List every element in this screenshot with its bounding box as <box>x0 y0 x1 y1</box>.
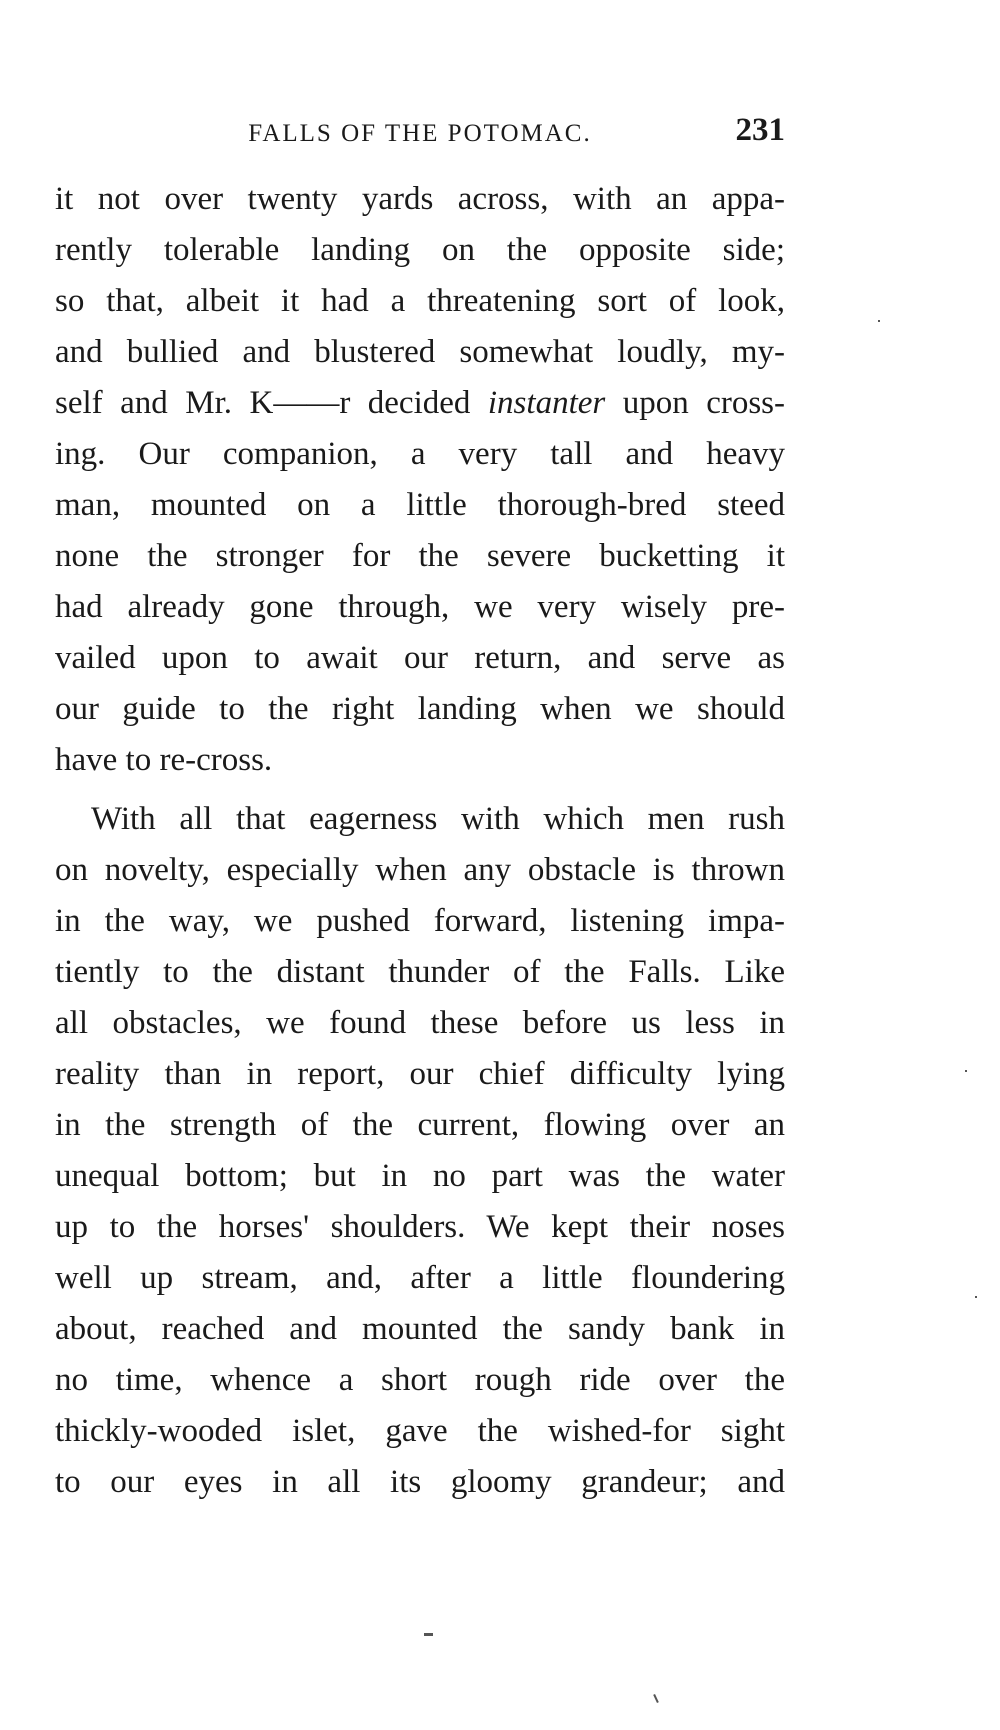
italic-word: instanter <box>487 385 606 421</box>
text-line: it not over twenty yards across, with an appa- <box>55 181 785 217</box>
text-line: no time, whence a short rough ride over the <box>55 1362 785 1398</box>
print-speck <box>878 320 880 322</box>
text-line: on novelty, especially when any obstacle is thrown <box>55 852 785 888</box>
print-speck <box>424 1633 433 1636</box>
paragraph <box>55 174 785 786</box>
text-line: to our eyes in all its gloomy grandeur; and <box>55 1464 785 1500</box>
text-line: in the strength of the current, flowing over an <box>55 1107 785 1143</box>
text-line: reality than in report, our chief difficulty lying <box>55 1056 785 1092</box>
text-line: about, reached and mounted the sandy bank in <box>55 1311 785 1347</box>
print-speck <box>975 1296 977 1298</box>
text-line: have to re-cross. <box>55 742 273 778</box>
text-line: all obstacles, we found these before us less in <box>55 1005 785 1041</box>
text-line: vailed upon to await our return, and serve as <box>55 640 785 676</box>
text-line: ing. Our companion, a very tall and heavy <box>55 436 785 472</box>
paragraph <box>55 794 785 1508</box>
page-number: 231 <box>735 112 785 148</box>
print-speck <box>653 1694 659 1703</box>
text-segment: upon cross- <box>622 385 786 421</box>
text-line: our guide to the right landing when we should <box>55 691 785 727</box>
text-line: thickly-wooded islet, gave the wished-for sight <box>55 1413 785 1449</box>
text-line: unequal bottom; but in no part was the water <box>55 1158 785 1194</box>
text-line: up to the horses' shoulders. We kept their noses <box>55 1209 785 1245</box>
text-line: and bullied and blustered somewhat loudly, my- <box>55 334 785 370</box>
text-line: man, mounted on a little thorough-bred steed <box>55 487 785 523</box>
text-line: had already gone through, we very wisely pre- <box>55 589 785 625</box>
text-line: rently tolerable landing on the opposite side; <box>55 232 785 268</box>
text-line: well up stream, and, after a little floundering <box>55 1260 785 1296</box>
body-text <box>55 174 785 1508</box>
text-line: none the stronger for the severe bucketting it <box>55 538 785 574</box>
text-line: in the way, we pushed forward, listening impa- <box>55 903 785 939</box>
text-line: so that, albeit it had a threatening sort of look, <box>55 283 785 319</box>
text-line: tiently to the distant thunder of the Falls. Like <box>55 954 785 990</box>
print-speck <box>965 1070 967 1072</box>
text-segment: self and Mr. K——r decided <box>55 385 471 421</box>
running-head <box>55 112 785 156</box>
running-title: FALLS OF THE POTOMAC. <box>248 120 592 147</box>
text-line: With all that eagerness with which men rush <box>91 801 785 837</box>
text-line <box>55 378 785 429</box>
